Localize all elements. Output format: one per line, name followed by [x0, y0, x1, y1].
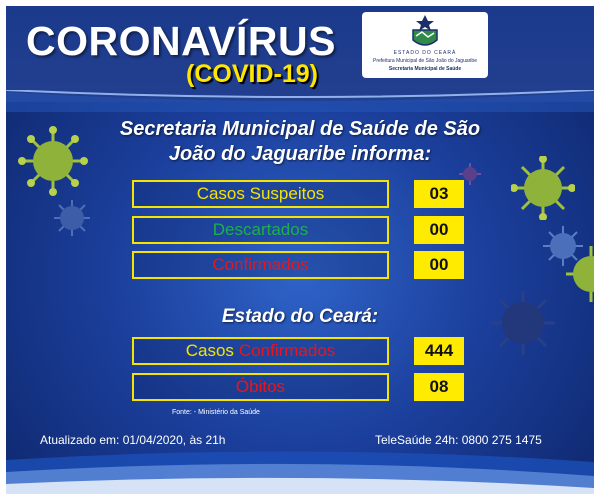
bottom-wave	[6, 446, 594, 494]
virus-icon	[566, 244, 594, 304]
logo-prefeitura: Prefeitura Municipal de São João do Jaguaribe	[373, 58, 477, 64]
state-casos-value: 444	[414, 337, 464, 365]
suspeitos-label: Casos Suspeitos	[132, 180, 389, 208]
confirmados-value: 00	[414, 251, 464, 279]
obitos-value: 08	[414, 373, 464, 401]
intro-line-1: Secretaria Municipal de Saúde de São	[119, 118, 481, 140]
descartados-label: Descartados	[132, 216, 389, 244]
confirmados-label: Confirmados	[132, 251, 389, 279]
logo-secretaria: Secretaria Municipal de Saúde	[388, 66, 462, 72]
intro-line-2: João do Jaguaribe informa:	[168, 143, 432, 165]
state-casos-prefix: Casos	[185, 341, 234, 360]
obitos-label: Óbitos	[132, 373, 389, 401]
page-title: CORONAVÍRUS	[26, 18, 336, 64]
source-note: Fonte: - Ministério da Saúde	[172, 409, 260, 416]
virus-icon	[52, 198, 92, 238]
infographic-frame	[6, 6, 594, 494]
state-heading: Estado do Ceará:	[221, 306, 379, 327]
crest-icon	[406, 14, 444, 50]
state-casos-suffix: Confirmados	[238, 341, 336, 360]
header-swoosh	[6, 90, 594, 112]
government-logo	[362, 12, 488, 78]
telesaude-hotline: TeleSaúde 24h: 0800 275 1475	[375, 433, 542, 447]
logo-state: ESTADO DO CEARÁ	[393, 50, 457, 56]
updated-timestamp: Atualizado em: 01/04/2020, às 21h	[40, 433, 226, 447]
suspeitos-value: 03	[414, 180, 464, 208]
page-subtitle: (COVID-19)	[186, 60, 318, 88]
descartados-value: 00	[414, 216, 464, 244]
state-casos-label	[132, 337, 389, 365]
